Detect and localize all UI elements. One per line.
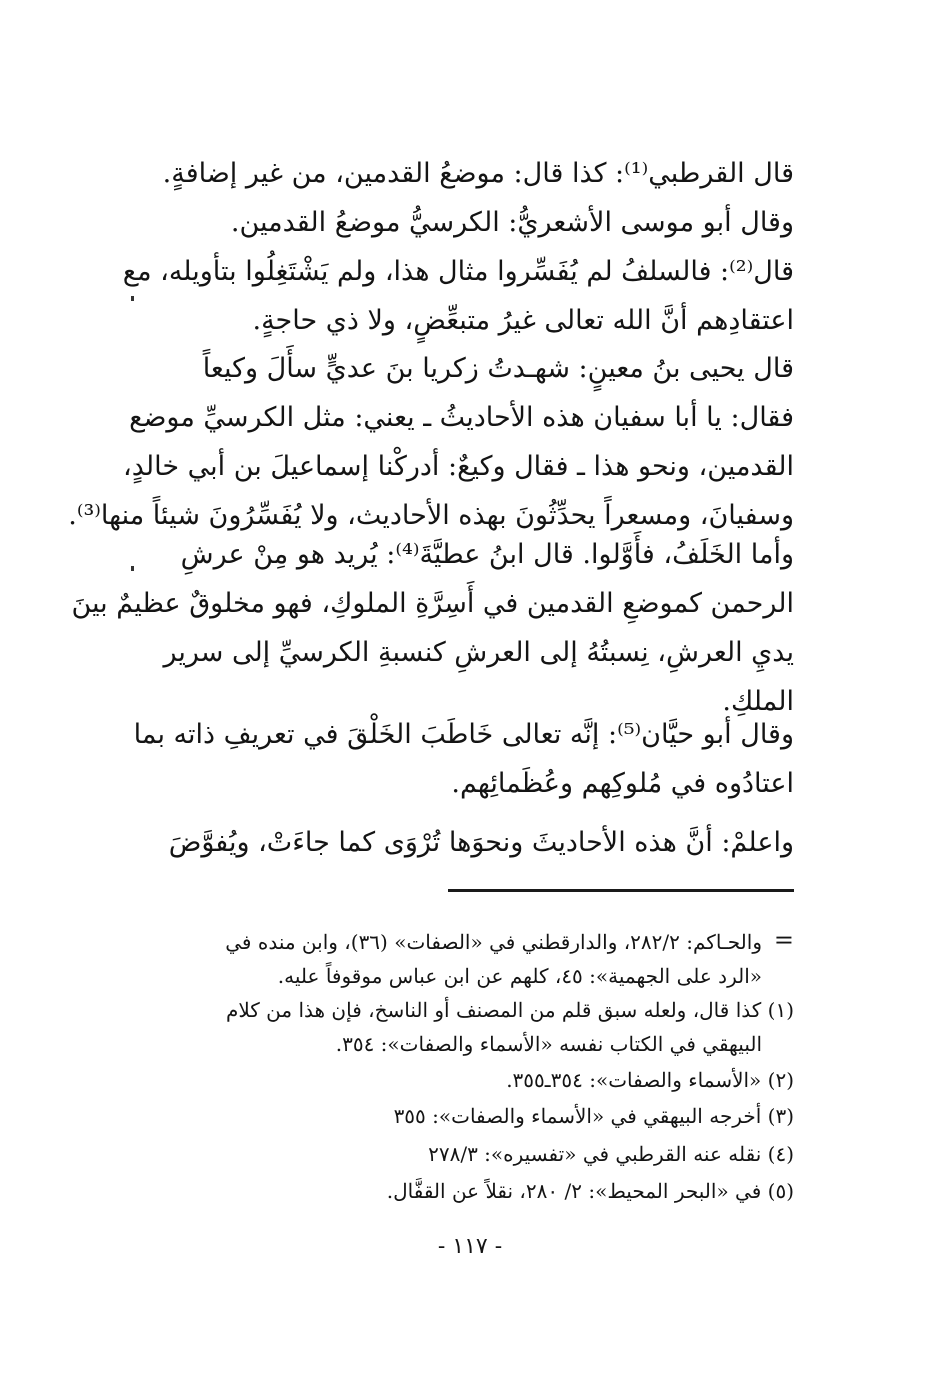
body-line: يديِ العرشِ، نِسبتُهُ إلى العرشِ كنسبةِ الكرسيِّ إلى سرير [163,637,794,668]
footnote-continuation-line: «الرد على الجهمية»: ٤٥، كلهم عن ابن عباس موقوفاً عليه. [277,964,762,988]
footnote-5: (٥) في «البحر المحيط»: ٢/ ٢٨٠، نقلاً عن القفَّال. [386,1179,794,1203]
body-line: اعتادُوه في مُلوكِهم وعُظَمائِهم. [451,768,794,799]
body-line: اعتقادِهم أنَّ الله تعالى غيرُ متبعِّضٍ، ولا ذي حاجةٍ. [252,305,794,336]
body-line: وأما الخَلَفُ، فأَوَّلوا. قال ابنُ عطيَّةَ⁽⁴⁾: يُريد هو مِنْ عرشِ [180,539,794,570]
continuation-marker: = [773,926,794,954]
body-line: القدمين، ونحو هذا ـ فقال وكيعٌ: أدركْنا إسماعيلَ بن أبي خالدٍ، [122,451,794,482]
body-line: قال⁽²⁾: فالسلفُ لم يُفَسِّروا مثال هذا، ولم يَشْتَغِلُوا بتأويله، مع [122,256,794,287]
footnote-3: (٣) أخرجه البيهقي في «الأسماء والصفات»: ٣٥٥ [393,1104,794,1128]
footnote-separator [448,889,794,892]
print-speck [131,296,134,301]
body-line: وسفيانَ، ومسعراً يحدِّثُونَ بهذه الأحاديث، ولا يُفَسِّرُونَ شيئاً منها⁽³⁾. [68,500,794,531]
body-paragraph-5 [128,818,794,867]
footnote-1: (١) كذا قال، ولعله سبق قلم من المصنف أو الناسخ، فإن هذا من كلام [225,998,794,1022]
body-line: فقال: يا أبا سفيان هذه الأحاديثُ ـ يعني: مثل الكرسيِّ موضع [129,402,794,433]
footnote-4: (٤) نقله عنه القرطبي في «تفسيره»: ٢٧٨/٣ [428,1142,794,1166]
page-number: - ١١٧ - [437,1234,503,1259]
body-paragraph-4 [128,710,794,808]
print-speck [131,566,134,571]
body-line: وقال أبو موسى الأشعريُّ: الكرسيُّ موضعُ القدمين. [230,207,794,238]
body-line: وقال أبو حيَّان⁽⁵⁾: إنَّه تعالى خَاطَبَ الخَلْقَ في تعريفِ ذاته بما [133,719,794,750]
body-paragraph-3 [71,530,794,726]
body-line: قال يحيى بنُ معينٍ: شهـدتُ زكريا بنَ عديٍّ سأَلَ وكيعاً [202,353,794,384]
footnote-continuation-line: والحـاكم: ٢٨٢/٢، والدارقطني في «الصفات» (٣٦)، وابن منده في [225,930,762,954]
body-line: الملكِ. [722,686,794,717]
footnote-1-continued: البيهقي في الكتاب نفسه «الأسماء والصفات»: ٣٥٤. [335,1032,762,1056]
body-line: قال القرطبي⁽¹⁾: كذا قال: موضعُ القدمين، من غير إضافةٍ. [162,158,794,189]
body-line: الرحمن كموضعِ القدمين في أَسِرَّةِ الملوكِ، فهو مخلوقٌ عظيمٌ بينَ [71,588,794,619]
body-line: واعلمْ: أنَّ هذه الأحاديثَ ونحوَها تُرْوَى كما جاءَتْ، ويُفوَّضَ [168,827,794,858]
body-paragraph-2 [68,344,794,540]
footnote-2: (٢) «الأسماء والصفات»: ٣٥٤ـ٣٥٥. [506,1068,794,1092]
body-paragraph-1 [122,149,794,345]
